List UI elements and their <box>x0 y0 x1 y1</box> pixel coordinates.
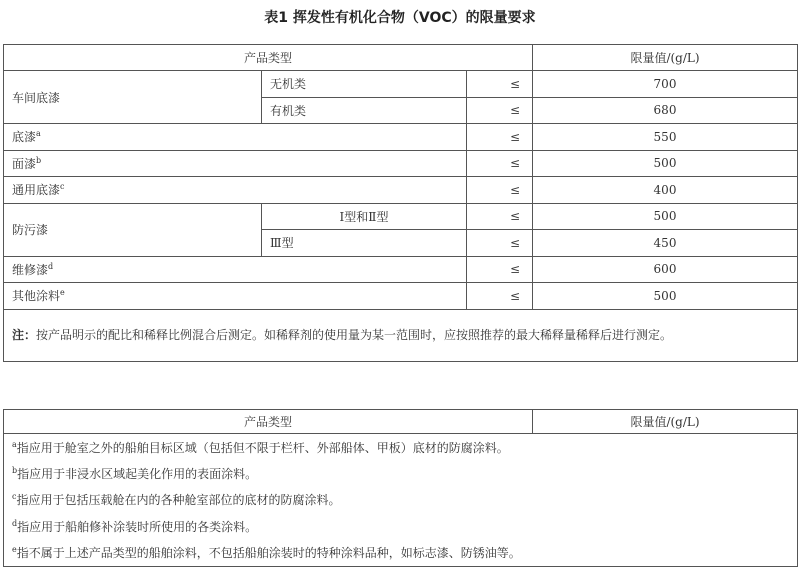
table-row <box>4 283 798 310</box>
category-cell: 通用底漆$^c$ <box>4 177 467 204</box>
footnote-text: $^b$指应用于非浸水区域起美化作用的表面涂料。 <box>4 460 798 487</box>
footnote-mark: a <box>12 439 17 449</box>
category-cell: 面漆$^b$ <box>4 150 467 177</box>
footnote-mark: e <box>12 545 17 554</box>
subcategory-cell: 无机类 <box>262 71 467 98</box>
le-symbol: ≤ <box>467 150 533 177</box>
category-cell: 维修漆$^d$ <box>4 256 467 283</box>
le-symbol: ≤ <box>467 230 533 257</box>
limit-value: 500 <box>533 203 798 230</box>
limit-value: 500 <box>533 150 798 177</box>
header-category: 产品类型 <box>4 45 533 71</box>
footnote-row <box>4 513 798 540</box>
category-cell: 其他涂料$^e$ <box>4 283 467 310</box>
subcategory-cell: Ⅰ型和Ⅱ型 <box>262 203 467 230</box>
footnote-text: $^a$指应用于舱室之外的船舶目标区域（包括但不限于栏杆、外部船体、甲板）底材的防腐涂料。 <box>4 434 798 461</box>
footnote-mark: e <box>60 288 65 298</box>
le-symbol: ≤ <box>467 283 533 310</box>
le-symbol: ≤ <box>467 124 533 151</box>
table-row <box>4 124 798 151</box>
category-cell: 防污漆 <box>4 203 262 256</box>
footnote-mark: b <box>12 465 18 475</box>
limit-value: 450 <box>533 230 798 257</box>
table-row <box>4 203 798 230</box>
footnote-mark: c <box>12 492 17 502</box>
footnote-row <box>4 540 798 567</box>
footnote-row <box>4 487 798 514</box>
footnote-mark: d <box>48 261 54 271</box>
table-row <box>4 177 798 204</box>
header-category: 产品类型 <box>4 410 533 434</box>
footnote-mark: d <box>12 518 18 528</box>
table-row <box>4 150 798 177</box>
limit-value: 600 <box>533 256 798 283</box>
footnote-mark: b <box>36 155 42 165</box>
note-cell <box>4 309 798 361</box>
header-limit: 限量值/(g/L) <box>533 45 798 71</box>
le-symbol: ≤ <box>467 71 533 98</box>
note-label: 注： <box>12 328 37 342</box>
table-row <box>4 256 798 283</box>
footnote-text: $^e$指不属于上述产品类型的船舶涂料，不包括船舶涂装时的特种涂料品种，如标志漆、防锈油等。 <box>4 540 798 567</box>
limit-value: 400 <box>533 177 798 204</box>
category-cell: 车间底漆 <box>4 71 262 124</box>
subcategory-cell: Ⅲ型 <box>262 230 467 257</box>
footnotes-table <box>3 409 798 567</box>
subcategory-cell: 有机类 <box>262 97 467 124</box>
note-text: 按产品明示的配比和稀释比例混合后测定。如稀释剂的使用量为某一范围时，应按照推荐的最大稀释量稀释后进行测定。 <box>36 328 673 342</box>
footnote-text: $^c$指应用于包括压载舱在内的各种舱室部位的底材的防腐涂料。 <box>4 487 798 514</box>
table-header-row <box>4 45 798 71</box>
footnote-mark: c <box>60 182 65 192</box>
limit-value: 700 <box>533 71 798 98</box>
le-symbol: ≤ <box>467 97 533 124</box>
le-symbol: ≤ <box>467 177 533 204</box>
limit-value: 500 <box>533 283 798 310</box>
footnote-text: $^d$指应用于船舶修补涂装时所使用的各类涂料。 <box>4 513 798 540</box>
voc-limits-table <box>3 44 798 362</box>
header-limit: 限量值/(g/L) <box>533 410 798 434</box>
category-cell: 底漆$^a$ <box>4 124 467 151</box>
footnote-mark: a <box>36 129 41 139</box>
le-symbol: ≤ <box>467 203 533 230</box>
limit-value: 680 <box>533 97 798 124</box>
note-row <box>4 309 798 361</box>
limit-value: 550 <box>533 124 798 151</box>
table-header-row <box>4 410 798 434</box>
le-symbol: ≤ <box>467 256 533 283</box>
table-row <box>4 71 798 98</box>
footnote-row <box>4 460 798 487</box>
table-title: 表1 挥发性有机化合物（VOC）的限量要求 <box>264 10 536 26</box>
footnote-row <box>4 434 798 461</box>
